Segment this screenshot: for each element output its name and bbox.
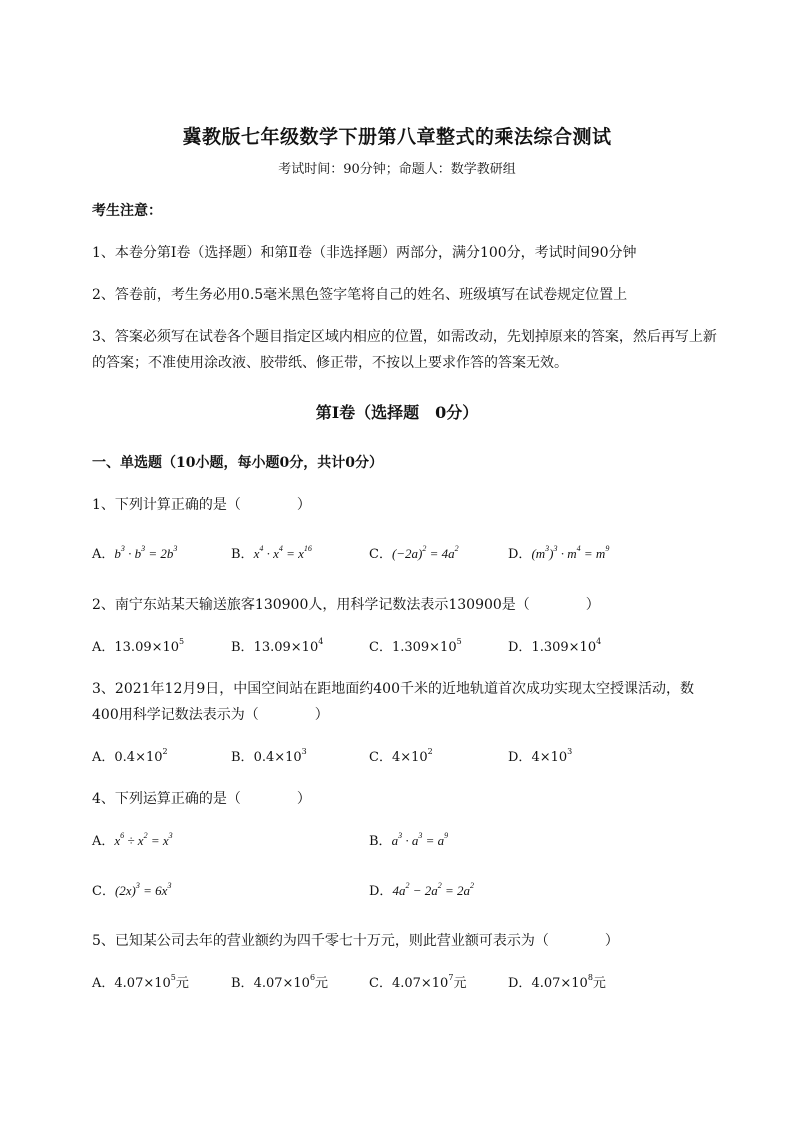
question-1-option-c: C．$(-2a)^2 = 4a^2$ <box>369 544 459 562</box>
notice-item-3-cont: 的答案；不准使用涂改液、胶带纸、修正带，不按以上要求作答的答案无效。 <box>92 355 568 371</box>
question-3-option-b: B．$0.4\times 10^3$ <box>231 747 307 765</box>
question-3-stem-cont: 400用科学记数法表示为（ ） <box>92 707 329 723</box>
question-4-option-d: D．$4a^2 - 2a^2 = 2a^2$ <box>369 881 474 899</box>
question-1-option-b: B．$x^4 \cdot x^4 = x^{16}$ <box>231 544 312 562</box>
question-4-option-a: A．$x^6 \div x^2 = x^3$ <box>92 831 173 849</box>
question-4-option-b: B．$a^3 \cdot a^3 = a^9$ <box>369 831 449 849</box>
exam-subtitle: 考试时间：90分钟；命题人：数学教研组 <box>278 162 516 177</box>
question-3-option-a: A．$0.4\times 10^2$ <box>92 747 168 765</box>
question-2-option-d: D．$1.309\times 10^4$ <box>508 637 602 655</box>
question-2-option-a: A．$13.09\times 10^5$ <box>92 637 185 655</box>
question-5-option-a: A．$4.07\times 10^5$元 <box>92 973 189 991</box>
exam-title: 冀教版七年级数学下册第八章整式的乘法综合测试 <box>182 126 612 148</box>
question-1-option-d: D．$(m^3)^3 \cdot m^4 = m^9$ <box>508 544 610 562</box>
notice-item-1: 1、本卷分第I卷（选择题）和第Ⅱ卷（非选择题）两部分，满分100分，考试时间90分钟 <box>92 245 637 261</box>
question-2-option-c: C．$1.309\times 10^5$ <box>369 637 462 655</box>
notice-item-2: 2、答卷前，考生务必用0.5毫米黑色签字笔将自己的姓名、班级填写在试卷规定位置上 <box>92 287 628 303</box>
question-3-option-d: D．$4\times 10^3$ <box>508 747 573 765</box>
notice-heading: 考生注意： <box>92 203 162 219</box>
question-5-stem: 5、已知某公司去年的营业额约为四千零七十万元，则此营业额可表示为（ ） <box>92 933 619 949</box>
notice-item-3: 3、答案必须写在试卷各个题目指定区域内相应的位置，如需改动，先划掉原来的答案，然后再写上新 <box>92 329 717 345</box>
question-1-stem: 1、下列计算正确的是（ ） <box>92 497 311 513</box>
question-1-option-a: A．$b^3 \cdot b^3 = 2b^3$ <box>92 544 178 562</box>
question-4-option-c: C．$(2x)^3 = 6x^3$ <box>92 881 172 899</box>
question-5-option-b: B．$4.07\times 10^6$元 <box>231 973 329 991</box>
question-5-option-c: C．$4.07\times 10^7$元 <box>369 973 467 991</box>
part-title: 一、单选题（10小题，每小题0分，共计0分） <box>92 455 383 471</box>
question-3-stem: 3、2021年12月9日，中国空间站在距地面约400千米的近地轨道首次成功实现太空授课活动，数 <box>92 681 694 697</box>
question-4-stem: 4、下列运算正确的是（ ） <box>92 791 311 807</box>
question-2-stem: 2、南宁东站某天输送旅客130900人，用科学记数法表示130900是（ ） <box>92 597 600 613</box>
question-3-option-c: C．$4\times 10^2$ <box>369 747 433 765</box>
question-5-option-d: D．$4.07\times 10^8$元 <box>508 973 606 991</box>
question-2-option-b: B．$13.09\times 10^4$ <box>231 637 324 655</box>
section-title: 第I卷（选择题 0分） <box>315 403 479 422</box>
